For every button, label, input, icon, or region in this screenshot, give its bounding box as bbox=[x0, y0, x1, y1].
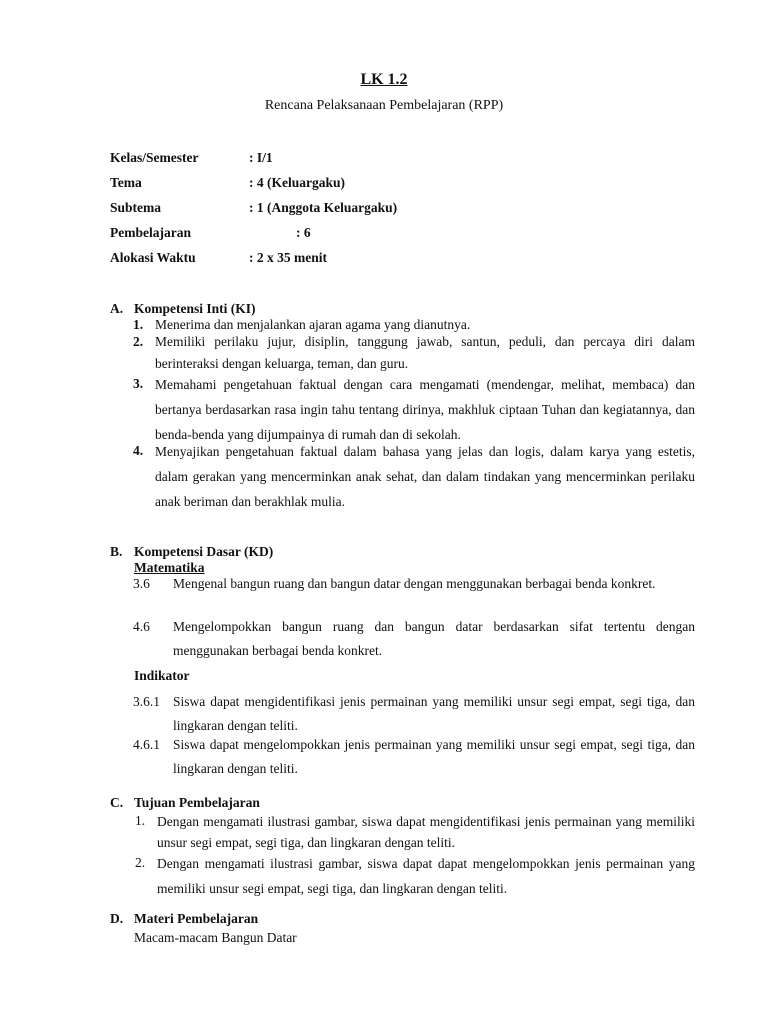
item-number: 3. bbox=[133, 376, 144, 391]
item-number: 1. bbox=[133, 317, 144, 332]
subject-heading: Matematika bbox=[134, 560, 205, 575]
section-letter: A. bbox=[110, 301, 124, 316]
identity-value: : I/1 bbox=[249, 150, 273, 165]
document-title: LK 1.2 bbox=[360, 71, 408, 88]
identity-value: : 2 x 35 menit bbox=[249, 250, 327, 265]
identity-label: Alokasi Waktu bbox=[110, 250, 196, 265]
item-number: 2. bbox=[133, 334, 144, 349]
identity-value: : 4 (Keluargaku) bbox=[249, 175, 345, 190]
item-text: Menyajikan pengetahuan faktual dalam bahasa yang jelas dan logis, dalam karya yang estetis, dalam gerakan yang mencerminkan anak sehat, dan dalam tindakan yang mencerminkan perilaku anak beriman dan berakhlak mulia. bbox=[155, 444, 695, 509]
section-letter: D. bbox=[110, 911, 124, 926]
item-text: Memiliki perilaku jujur, disiplin, tanggung jawab, santun, peduli, dan percaya diri dalam berinteraksi dengan keluarga, teman, dan guru. bbox=[155, 334, 695, 371]
section-title: Tujuan Pembelajaran bbox=[134, 795, 260, 810]
item-text: Menerima dan menjalankan ajaran agama yang dianutnya. bbox=[155, 317, 471, 332]
section-a-heading bbox=[110, 301, 256, 317]
item-text: Siswa dapat mengidentifikasi jenis permainan yang memiliki unsur segi empat, segi tiga, dan lingkaran dengan teliti. bbox=[173, 694, 695, 733]
item-text: Mengenal bangun ruang dan bangun datar dengan menggunakan berbagai benda konkret. bbox=[173, 576, 656, 591]
document-subtitle: Rencana Pelaksanaan Pembelajaran (RPP) bbox=[264, 98, 504, 113]
item-text: Memahami pengetahuan faktual dengan cara mengamati (mendengar, melihat, membaca) dan bertanya berdasarkan rasa ingin tahu tentang dirinya, makhluk ciptaan Tuhan dan kegiatannya, dan benda-benda yang dijumpainya di rumah dan di sekolah. bbox=[155, 377, 695, 442]
section-letter: B. bbox=[110, 544, 123, 559]
item-number: 4. bbox=[133, 443, 144, 458]
identity-value: : 6 bbox=[296, 225, 311, 240]
item-number: 2. bbox=[135, 855, 146, 870]
identity-value: : 1 (Anggota Keluargaku) bbox=[249, 200, 398, 215]
identity-label: Kelas/Semester bbox=[110, 150, 199, 165]
item-number: 4.6.1 bbox=[133, 737, 160, 752]
section-d-heading bbox=[110, 911, 258, 927]
item-text: Dengan mengamati ilustrasi gambar, siswa dapat dapat mengelompokkan jenis permainan yang memiliki unsur segi empat, segi tiga, dan lingkaran dengan teliti. bbox=[157, 856, 695, 896]
section-title: Kompetensi Dasar (KD) bbox=[134, 544, 274, 559]
item-number: 3.6 bbox=[133, 576, 150, 591]
item-number: 3.6.1 bbox=[133, 694, 160, 709]
item-text: Mengelompokkan bangun ruang dan bangun datar berdasarkan sifat tertentu dengan menggunakan berbagai benda konkret. bbox=[173, 619, 695, 658]
section-title: Materi Pembelajaran bbox=[134, 911, 259, 926]
identity-label: Subtema bbox=[110, 200, 162, 215]
section-b-heading bbox=[110, 544, 273, 560]
identity-label: Pembelajaran bbox=[110, 225, 191, 240]
section-c-heading bbox=[110, 795, 260, 811]
materi-content: Macam-macam Bangun Datar bbox=[134, 930, 297, 945]
item-number: 4.6 bbox=[133, 619, 150, 634]
section-letter: C. bbox=[110, 795, 124, 810]
indicator-heading: Indikator bbox=[134, 668, 190, 683]
item-text: Dengan mengamati ilustrasi gambar, siswa dapat mengidentifikasi jenis permainan yang memiliki unsur segi empat, segi tiga, dan lingkaran dengan teliti. bbox=[157, 814, 695, 850]
item-number: 1. bbox=[135, 813, 146, 828]
section-title: Kompetensi Inti (KI) bbox=[134, 301, 256, 316]
item-text: Siswa dapat mengelompokkan jenis permainan yang memiliki unsur segi empat, segi tiga, dan lingkaran dengan teliti. bbox=[173, 737, 695, 776]
identity-label: Tema bbox=[110, 175, 142, 190]
